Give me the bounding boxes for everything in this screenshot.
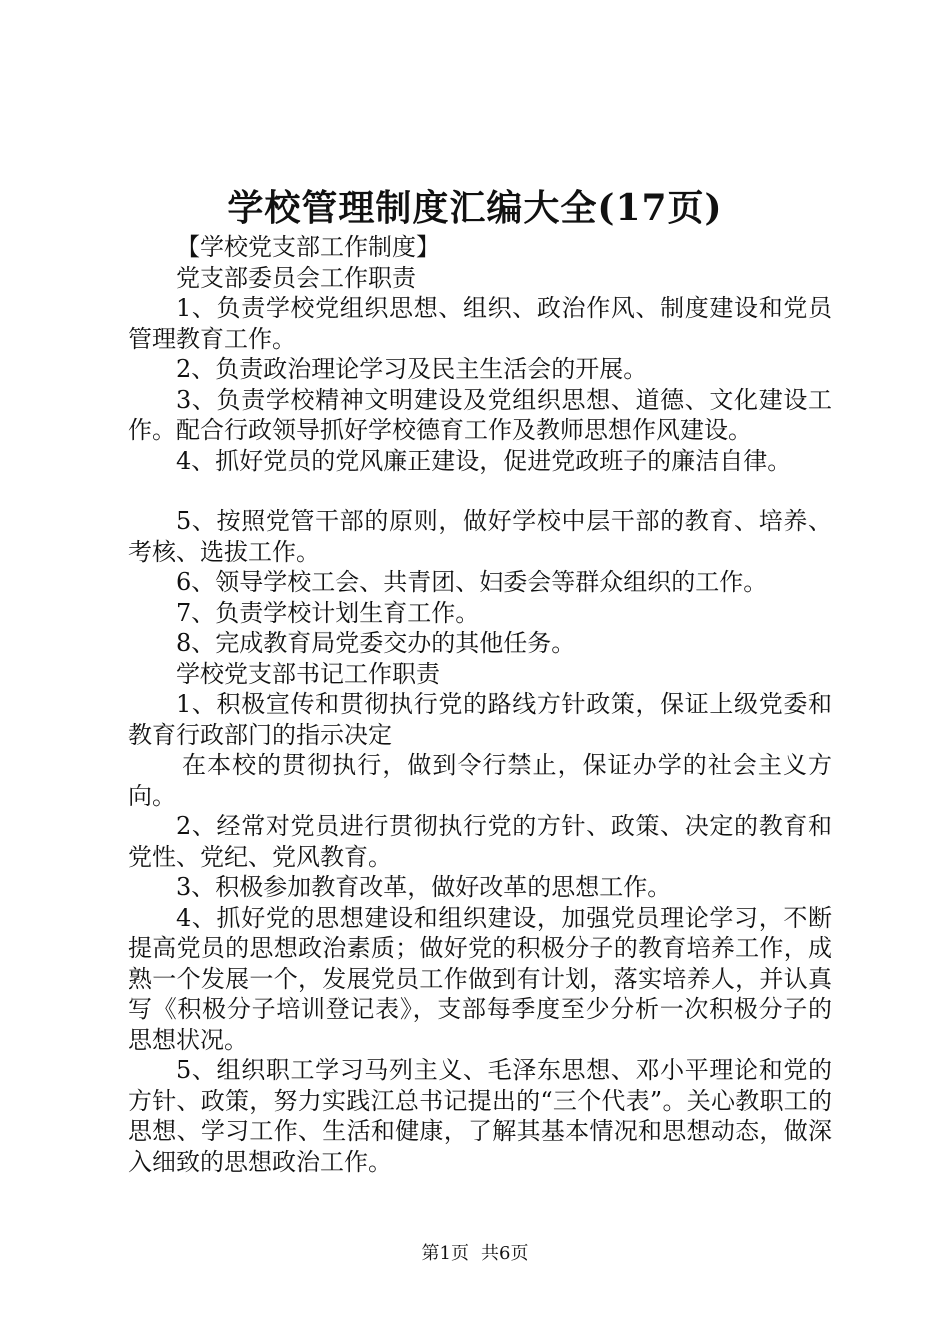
page-number: 第1页 (421, 1243, 469, 1264)
paragraph: 5、组织职工学习马列主义、毛泽东思想、邓小平理论和党的方针、政策，努力实践江总书记提出的“三个代表”。关心教职工的思想、学习工作、生活和健康，了解其基本情况和思想动态，做深入细致的思想政治工作。 (128, 1056, 832, 1176)
paragraph: 8、完成教育局党委交办的其他任务。 (176, 629, 576, 657)
page-footer (0, 1242, 950, 1266)
paragraph: 3、负责学校精神文明建设及党组织思想、道德、文化建设工作。配合行政领导抓好学校德育工作及教师思想作风建设。 (128, 385, 832, 444)
section-heading: 【学校党支部工作制度】 (176, 233, 440, 261)
document-body (128, 232, 832, 1177)
paragraph: 6、领导学校工会、共青团、妇委会等群众组织的工作。 (176, 568, 768, 596)
paragraph: 在本校的贯彻执行，做到令行禁止，保证办学的社会主义方向。 (128, 751, 832, 810)
paragraph: 3、积极参加教育改革，做好改革的思想工作。 (176, 873, 672, 901)
paragraph: 2、负责政治理论学习及民主生活会的开展。 (176, 355, 648, 383)
page-total: 共6页 (481, 1243, 529, 1264)
paragraph: 2、经常对党员进行贯彻执行党的方针、政策、决定的教育和党性、党纪、党风教育。 (128, 812, 832, 871)
subsection-heading: 学校党支部书记工作职责 (176, 659, 440, 688)
paragraph: 1、负责学校党组织思想、组织、政治作风、制度建设和党员管理教育工作。 (128, 294, 832, 353)
paragraph: 7、负责学校计划生育工作。 (176, 598, 480, 627)
paragraph: 1、积极宣传和贯彻执行党的路线方针政策，保证上级党委和教育行政部门的指示决定 (128, 690, 832, 749)
subsection-heading: 党支部委员会工作职责 (176, 263, 416, 292)
paragraph: 5、按照党管干部的原则，做好学校中层干部的教育、培养、考核、选拔工作。 (128, 507, 832, 566)
document-title: 学校管理制度汇编大全(17页) (227, 187, 723, 229)
paragraph: 4、抓好党员的党风廉正建设，促进党政班子的廉洁自律。 (176, 446, 792, 475)
paragraph: 4、抓好党的思想建设和组织建设，加强党员理论学习，不断提高党员的思想政治素质；做好党的积极分子的教育培养工作，成熟一个发展一个，发展党员工作做到有计划，落实培养人，并认真写《积极分子培训登记表》，支部每季度至少分析一次积极分子的思想状况。 (128, 903, 832, 1054)
